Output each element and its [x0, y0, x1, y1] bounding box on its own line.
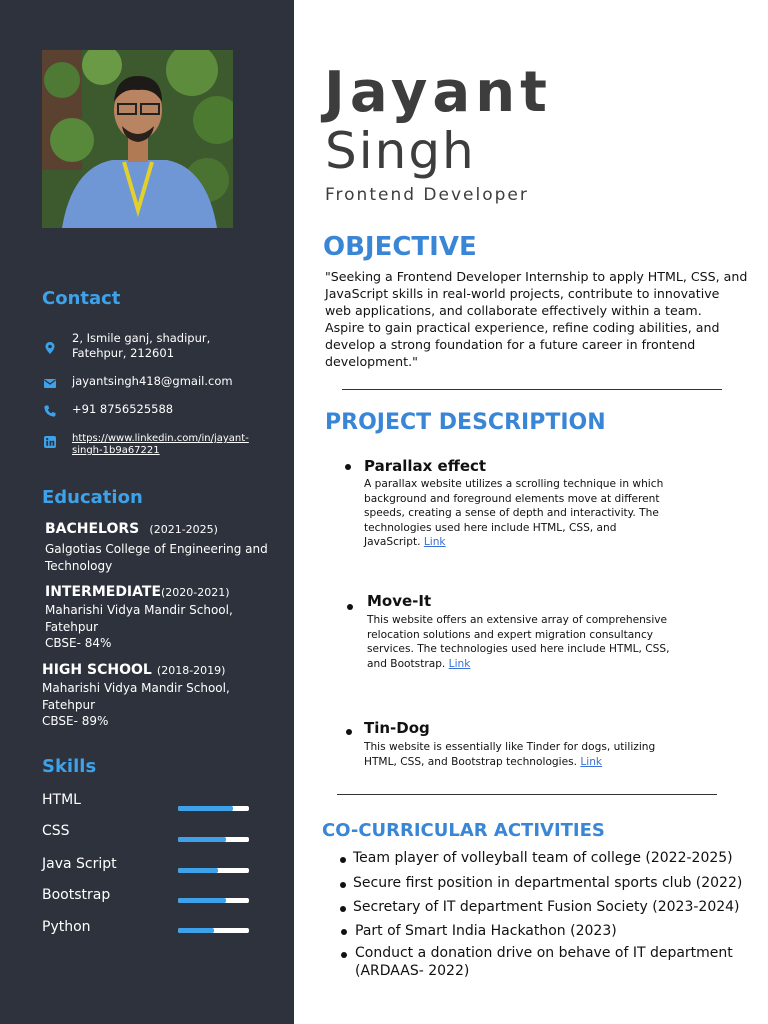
- skill-name: Python: [42, 919, 91, 935]
- education-item: [42, 659, 230, 730]
- skill-bar: [178, 806, 249, 811]
- linkedin-line-2: singh-1b9a67221: [72, 445, 160, 456]
- location-pin-icon: [43, 340, 57, 354]
- education-item: [45, 518, 268, 574]
- education-level: HIGH SCHOOL: [42, 662, 152, 678]
- bullet: [346, 729, 352, 735]
- activity-item: Secure first position in departmental sports club (2022): [353, 875, 743, 891]
- phone-icon: [43, 403, 57, 417]
- objective-line: "Seeking a Frontend Developer Internship to apply HTML, CSS, and: [325, 269, 748, 284]
- project-line: This website offers an extensive array of comprehensive: [367, 614, 668, 626]
- education-item: [45, 581, 233, 652]
- first-name: Jayant: [324, 60, 552, 125]
- projects-heading: PROJECT DESCRIPTION: [325, 410, 606, 435]
- education-school: Galgotias College of Engineering and: [45, 542, 268, 556]
- project-line: HTML, CSS, and Bootstrap technologies.: [364, 755, 577, 768]
- contact-heading: Contact: [42, 288, 121, 309]
- activity-item: Secretary of IT department Fusion Society (2023-2024): [353, 899, 740, 915]
- skill-name: Java Script: [42, 856, 117, 872]
- project-line: JavaScript.: [364, 536, 421, 548]
- education-years: (2018-2019): [156, 664, 226, 677]
- education-school: Maharishi Vidya Mandir School,: [45, 603, 233, 617]
- education-school-2: Technology: [45, 558, 113, 573]
- skill-name: HTML: [42, 792, 81, 808]
- skill-name: Bootstrap: [42, 887, 111, 903]
- skill-bar-fill: [178, 837, 226, 842]
- project-line: technologies used here include HTML, CSS, and: [364, 521, 617, 534]
- linkedin-icon: [43, 434, 57, 448]
- bullet: [347, 604, 353, 610]
- project-description: [364, 740, 655, 769]
- project-description: [367, 613, 669, 671]
- profile-photo: [42, 50, 233, 228]
- bullet: [341, 952, 347, 958]
- job-title: Frontend Developer: [325, 185, 529, 205]
- objective-line: JavaScript skills in real-world projects, contribute to innovative: [325, 286, 720, 301]
- divider: [342, 389, 722, 390]
- divider: [337, 794, 717, 795]
- skill-bar: [178, 868, 249, 873]
- last-name: Singh: [325, 122, 476, 180]
- project-link[interactable]: Link: [448, 657, 471, 670]
- email-link[interactable]: jayantsingh418@gmail.com: [72, 374, 233, 388]
- objective-text: [325, 268, 759, 370]
- objective-line: development.": [325, 354, 418, 369]
- bullet: [340, 857, 346, 863]
- education-years: (2020-2021): [161, 586, 230, 599]
- linkedin-link[interactable]: [72, 433, 249, 457]
- objective-line: develop a strong foundation for a future career in frontend: [325, 337, 696, 352]
- activities-heading: CO-CURRICULAR ACTIVITIES: [322, 820, 605, 841]
- project-link[interactable]: Link: [580, 755, 603, 768]
- address: [72, 331, 210, 361]
- bullet: [340, 906, 346, 912]
- project-title: Tin-Dog: [364, 719, 430, 737]
- activity-line: (ARDAAS- 2022): [355, 963, 470, 979]
- objective-line: Aspire to gain practical experience, refine coding abilities, and: [325, 320, 720, 335]
- activity-item: [355, 944, 733, 980]
- address-line-2: Fatehpur, 212601: [72, 346, 175, 360]
- project-description: [364, 477, 663, 550]
- project-title: Move-It: [367, 592, 432, 610]
- skill-bar: [178, 837, 249, 842]
- bullet: [345, 464, 351, 470]
- education-heading: Education: [42, 487, 143, 508]
- address-line-1: 2, Ismile ganj, shadipur,: [72, 331, 211, 345]
- objective-line: web applications, and collaborate effectively within a team.: [325, 303, 702, 318]
- project-link[interactable]: Link: [423, 536, 446, 548]
- education-city: Fatehpur: [45, 619, 99, 634]
- education-school: Maharishi Vidya Mandir School,: [42, 681, 230, 695]
- skill-bar-fill: [178, 868, 218, 873]
- skill-bar-fill: [178, 806, 233, 811]
- skill-bar: [178, 898, 249, 903]
- project-line: This website is essentially like Tinder for dogs, utilizing: [364, 741, 656, 753]
- education-city: Fatehpur: [42, 697, 96, 712]
- skill-bar: [178, 928, 249, 933]
- project-line: relocation solutions and expert migration consultancy: [367, 628, 654, 641]
- bullet: [340, 882, 346, 888]
- email-icon: [43, 375, 57, 389]
- linkedin-line-1: https://www.linkedin.com/in/jayant-: [72, 433, 249, 444]
- skill-name: CSS: [42, 823, 70, 839]
- phone-number: +91 8756525588: [72, 402, 174, 416]
- bullet: [341, 929, 347, 935]
- skills-heading: Skills: [42, 756, 97, 777]
- skill-bar-fill: [178, 898, 226, 903]
- activity-line: Conduct a donation drive on behave of IT department: [355, 945, 733, 961]
- project-line: A parallax website utilizes a scrolling technique in which: [364, 478, 664, 490]
- objective-heading: OBJECTIVE: [323, 232, 477, 262]
- project-title: Parallax effect: [364, 457, 487, 475]
- project-line: services. The technologies used here include HTML, CSS,: [367, 643, 670, 655]
- activity-item: Part of Smart India Hackathon (2023): [355, 923, 617, 939]
- skill-bar-fill: [178, 928, 214, 933]
- project-line: and Bootstrap.: [367, 657, 446, 670]
- education-level: BACHELORS: [45, 521, 140, 537]
- project-line: speeds, creating a sense of depth and interactivity. The: [364, 507, 659, 519]
- project-line: background and foreground elements move at different: [364, 492, 660, 505]
- sidebar: [0, 0, 294, 1024]
- education-score: CBSE- 84%: [45, 636, 112, 650]
- education-years: (2021-2025): [149, 523, 218, 536]
- education-level: INTERMEDIATE: [45, 584, 162, 600]
- activity-item: Team player of volleyball team of college (2022-2025): [353, 850, 733, 866]
- education-score: CBSE- 89%: [42, 714, 109, 728]
